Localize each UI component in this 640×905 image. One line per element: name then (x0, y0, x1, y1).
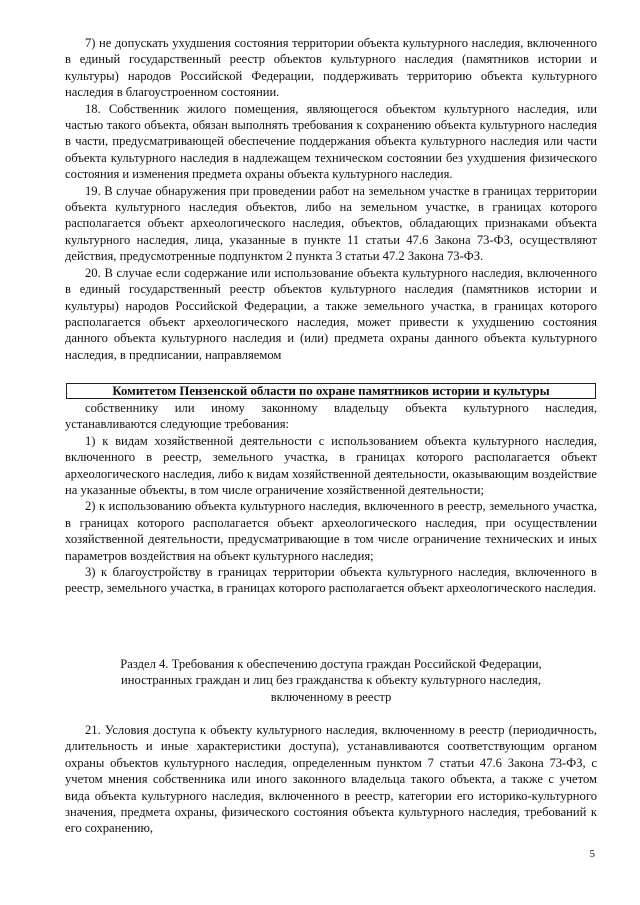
paragraph-20: 20. В случае если содержание или использование объекта культурного наследия, включенного в единый государственный реестр объектов культурного наследия (памятников истории и культуры) народов Российской Федерации, а также земельного участка, в границах которого располагается объект археологического наследия, может привести к ухудшению состояния данного объекта культурного наследия и (или) предмета охраны данного объекта культурного наследия, в предписании, направляемом (65, 265, 597, 362)
highlighted-authority-box: Комитетом Пензенской области по охране памятников истории и культуры (66, 383, 596, 399)
section-4-heading (65, 656, 597, 705)
text-block-top (65, 35, 597, 363)
paragraph-requirement-3: 3) к благоустройству в границах территории объекта культурного наследия, включенного в реестр, земельного участка, в границах которого располагается объект археологического наследия. (65, 565, 597, 596)
paragraph-requirement-1: 1) к видам хозяйственной деятельности с использованием объекта культурного наследия, включенного в реестр, земельного участка, в границах которого располагается объект археологического наследия, либо к видам хозяйственной деятельности, оказывающим воздействие на указанные объекты, в том числе ограничение хозяйственной деятельности; (65, 433, 597, 498)
paragraph-requirement-2: 2) к использованию объекта культурного наследия, включенного в реестр, земельного участка, в границах которого располагается объект археологического наследия, при осуществлении хозяйственной деятельности, предусматривающие в том числе ограничение технических и иных параметров воздействия на объект культурного наследия; (65, 499, 597, 563)
paragraph-21: 21. Условия доступа к объекту культурного наследия, включенному в реестр (периодичность, длительность и иные характеристики доступа), устанавливаются соответствующим органом охраны объектов культурного наследия, определенным пунктом 7 статьи 47.6 Закона 73-ФЗ, с учетом мнения собственника или иного законного владельца такого объекта, а также с учетом вида объекта культурного наследия, включенного в реестр, категории его историко-культурного значения, предмета охраны, физического состояния объекта культурного наследия, требований к его сохранению, (65, 723, 597, 836)
page-number: 5 (589, 848, 595, 860)
paragraph-requirements-intro: собственнику или иному законному владельцу объекта культурного наследия, устанавливаются следующие требования: (65, 401, 597, 432)
paragraph-18: 18. Собственник жилого помещения, являющегося объектом культурного наследия, или частью такого объекта, обязан выполнять требования к сохранению объекта культурного наследия в части, предусматривающей обеспечение поддержания объекта культурного наследия или части объекта культурного наследия в надлежащем техническом состоянии без ухудшения физического состояния и изменения предмета охраны объекта культурного наследия. (65, 101, 597, 182)
section-heading-line-3: включенному в реестр (270, 689, 392, 704)
text-block-middle (65, 400, 597, 597)
section-heading-line-2: иностранных граждан и лиц без гражданства к объекту культурного наследия, (121, 673, 541, 688)
text-block-bottom (65, 722, 597, 837)
paragraph-19: 19. В случае обнаружения при проведении работ на земельном участке в границах территории объекта культурного наследия объектов, либо на земельном участке, в границах которого располагается объект археологического наследия, объектов, обладающих признаками объекта культурного наследия, лица, указанные в пункте 11 статьи 47.6 Закона 73-ФЗ, осуществляют действия, предусмотренные подпунктом 2 пункта 3 статьи 47.2 Закона 73-ФЗ. (65, 183, 597, 264)
section-heading-line-1: Раздел 4. Требования к обеспечению доступа граждан Российской Федерации, (120, 657, 542, 671)
paragraph-item-7: 7) не допускать ухудшения состояния территории объекта культурного наследия, включенного в единый государственный реестр объектов культурного наследия (памятников истории и культуры) народов Российской Федерации, поддерживать территорию объекта культурного наследия в благоустроенном состоянии. (65, 36, 597, 100)
